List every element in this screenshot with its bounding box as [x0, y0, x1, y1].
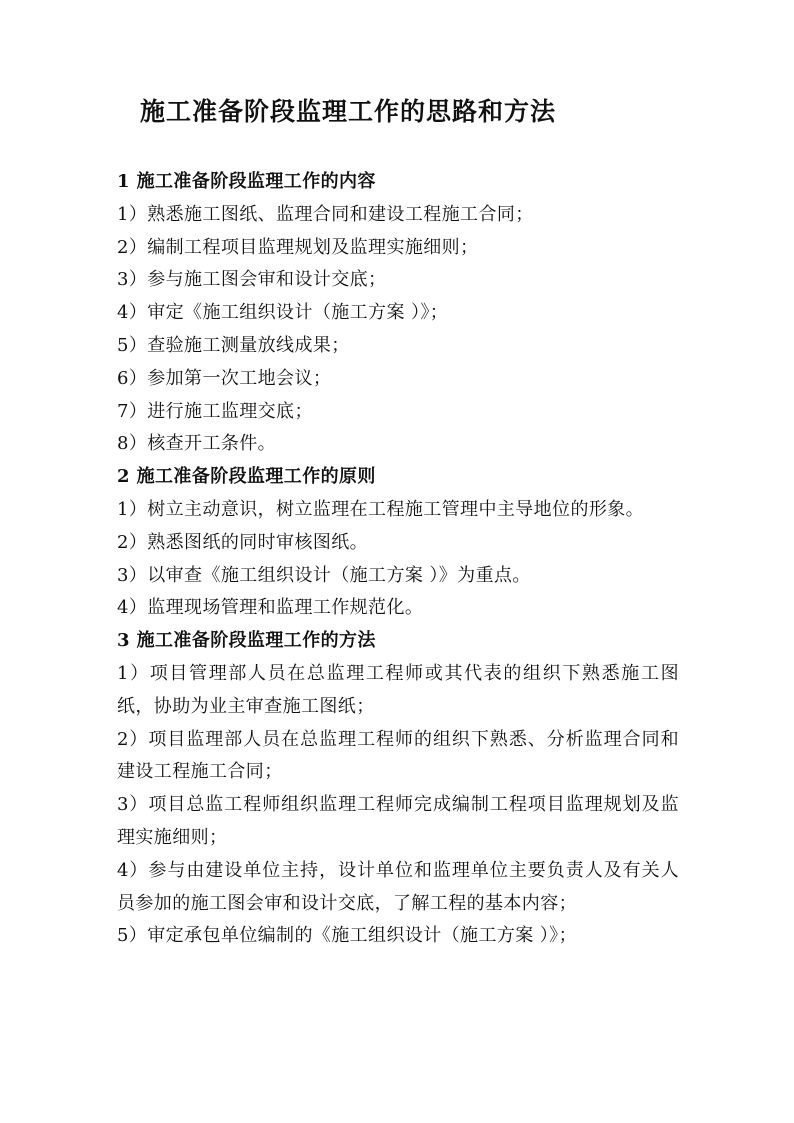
- list-item: 4）监理现场管理和监理工作规范化。: [117, 597, 424, 619]
- list-item: 3）以审查《施工组织设计（施工方案 ）》为重点。: [117, 564, 531, 586]
- list-item: 1）熟悉施工图纸、监理合同和建设工程施工合同；: [117, 203, 534, 225]
- list-item: 2）熟悉图纸的同时审核图纸。: [117, 531, 369, 553]
- list-item: 4）参与由建设单位主持，设计单位和监理单位主要负责人及有关人员参加的施工图会审和设计交底，了解工程的基本内容；: [117, 859, 679, 914]
- list-item: 5）查验施工测量放线成果；: [117, 334, 350, 356]
- list-item: 5）审定承包单位编制的《施工组织设计（施工方案 ）》；: [117, 925, 577, 947]
- section-heading: 2 施工准备阶段监理工作的原则: [117, 466, 376, 488]
- list-item: 1）树立主动意识，树立监理在工程施工管理中主导地位的形象。: [117, 498, 645, 520]
- list-item: 4）审定《施工组织设计（施工方案 ）》；: [117, 302, 449, 324]
- document-body: [117, 166, 679, 953]
- list-item: 2）项目监理部人员在总监理工程师的组织下熟悉、分析监理合同和建设工程施工合同；: [117, 728, 679, 783]
- list-item: 3）项目总监工程师组织监理工程师完成编制工程项目监理规划及监理实施细则；: [117, 794, 679, 848]
- list-item: 2）编制工程项目监理规划及监理实施细则；: [117, 236, 479, 258]
- section-heading: 1 施工准备阶段监理工作的内容: [117, 171, 376, 192]
- list-item: 8）核查开工条件。: [117, 433, 277, 455]
- document-title: 施工准备阶段监理工作的思路和方法: [140, 97, 557, 126]
- list-item: 3）参与施工图会审和设计交底；: [117, 269, 387, 291]
- list-item: 7）进行施工监理交底；: [117, 400, 313, 422]
- list-item: 6）参加第一次工地会议；: [117, 367, 332, 389]
- list-item: 1）项目管理部人员在总监理工程师或其代表的组织下熟悉施工图纸，协助为业主审查施工图纸；: [117, 662, 679, 717]
- section-heading: 3 施工准备阶段监理工作的方法: [117, 630, 376, 652]
